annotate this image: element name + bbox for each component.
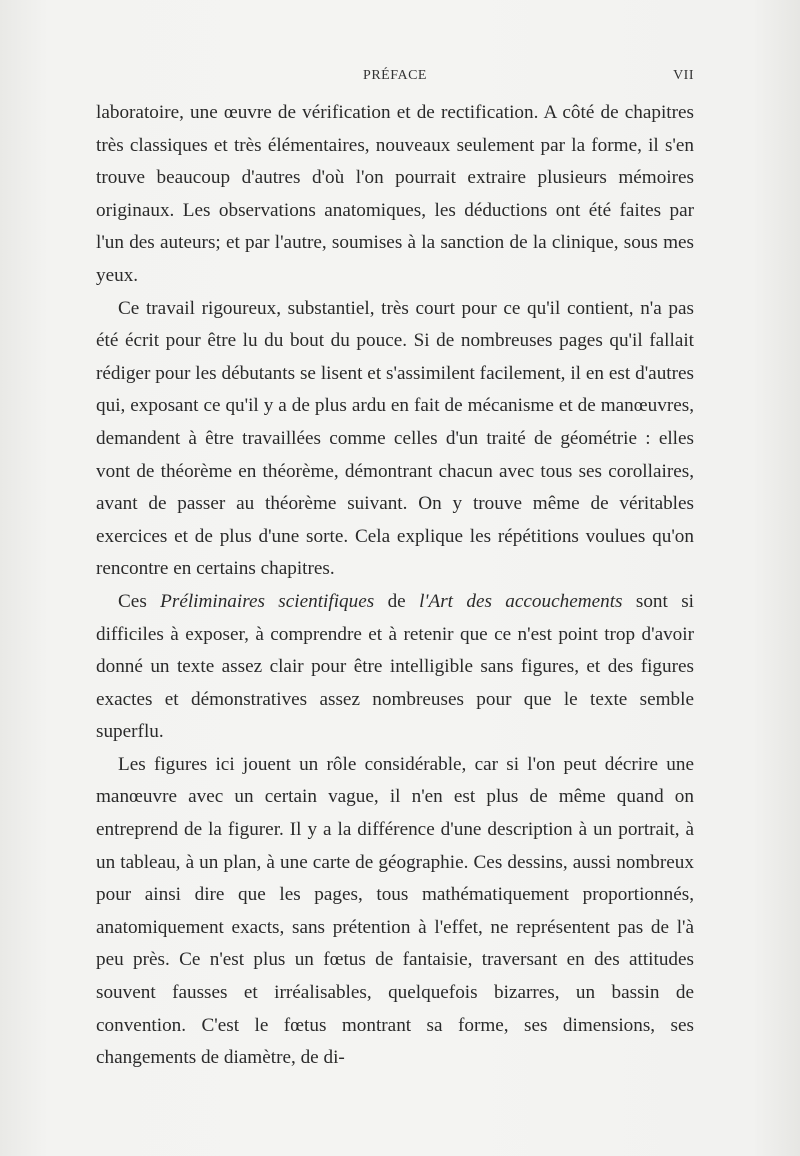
page-number: VII — [673, 68, 694, 83]
page-header — [96, 68, 694, 92]
running-title: PRÉFACE — [363, 68, 427, 83]
paragraph-2: Ce travail rigoureux, substantiel, très court pour ce qu'il contient, n'a pas été écrit pour être lu du bout du pouce. Si de nombreuses pages qu'il fallait rédiger pour les débutants se lisent et s'assimilent facilement, il en est d'autres qui, exposant ce qu'il y a de plus ardu en fait de mécanisme et de manœuvres, demandent à être travaillées comme celles d'un traité de géométrie : elles vont de théorème en théorème, démontrant chacun avec tous ses corollaires, avant de passer au théorème suivant. On y trouve même de véritables exercices et de plus d'une sorte. Cela explique les répétitions voulues qu'on rencontre en certains chapitres. — [96, 297, 694, 580]
paragraph-4: Les figures ici jouent un rôle considérable, car si l'on peut décrire une manœuvre avec un certain vague, il n'en est plus de même quand on entreprend de la figurer. Il y a la différence d'une description à un portrait, à un tableau, à un plan, à une carte de géographie. Ces dessins, aussi nombreux pour ainsi dire que les pages, tous mathématiquement proportionnés, anatomiquement exacts, sans prétention à l'effet, ne représentent pas de l'à peu près. Ce n'est plus un fœtus de fantaisie, traversant en des attitudes souvent fausses et irréalisables, quelquefois bizarres, un bassin de convention. C'est le fœtus montrant sa forme, ses dimensions, ses changements de diamètre, de di- — [96, 753, 694, 1069]
title-preliminaires: Préliminaires scientifiques — [160, 590, 375, 612]
body-text — [96, 97, 694, 1075]
paragraph-3 — [96, 586, 694, 749]
title-art-accouchements: l'Art des accouchements — [419, 590, 623, 612]
paragraph-1: laboratoire, une œuvre de vérification et de rectification. A côté de chapitres très classiques et très élémentaires, nouveaux seulement par la forme, il s'en trouve beaucoup d'autres d'où l'on pourrait extraire plusieurs mémoires originaux. Les observations anatomiques, les déductions ont été faites par l'un des auteurs; et par l'autre, soumises à la sanction de la clinique, sous mes yeux. — [96, 102, 694, 286]
paragraph-3-middle: de — [374, 590, 420, 612]
paragraph-3-end: sont si difficiles à exposer, à comprendre et à retenir que ce n'est point trop d'avoir donné un texte assez clair pour être intelligible sans figures, et des figures exactes et démonstratives assez nombreuses pour que le texte semble superflu. — [96, 590, 695, 743]
paragraph-3-start: Ces — [118, 590, 161, 612]
